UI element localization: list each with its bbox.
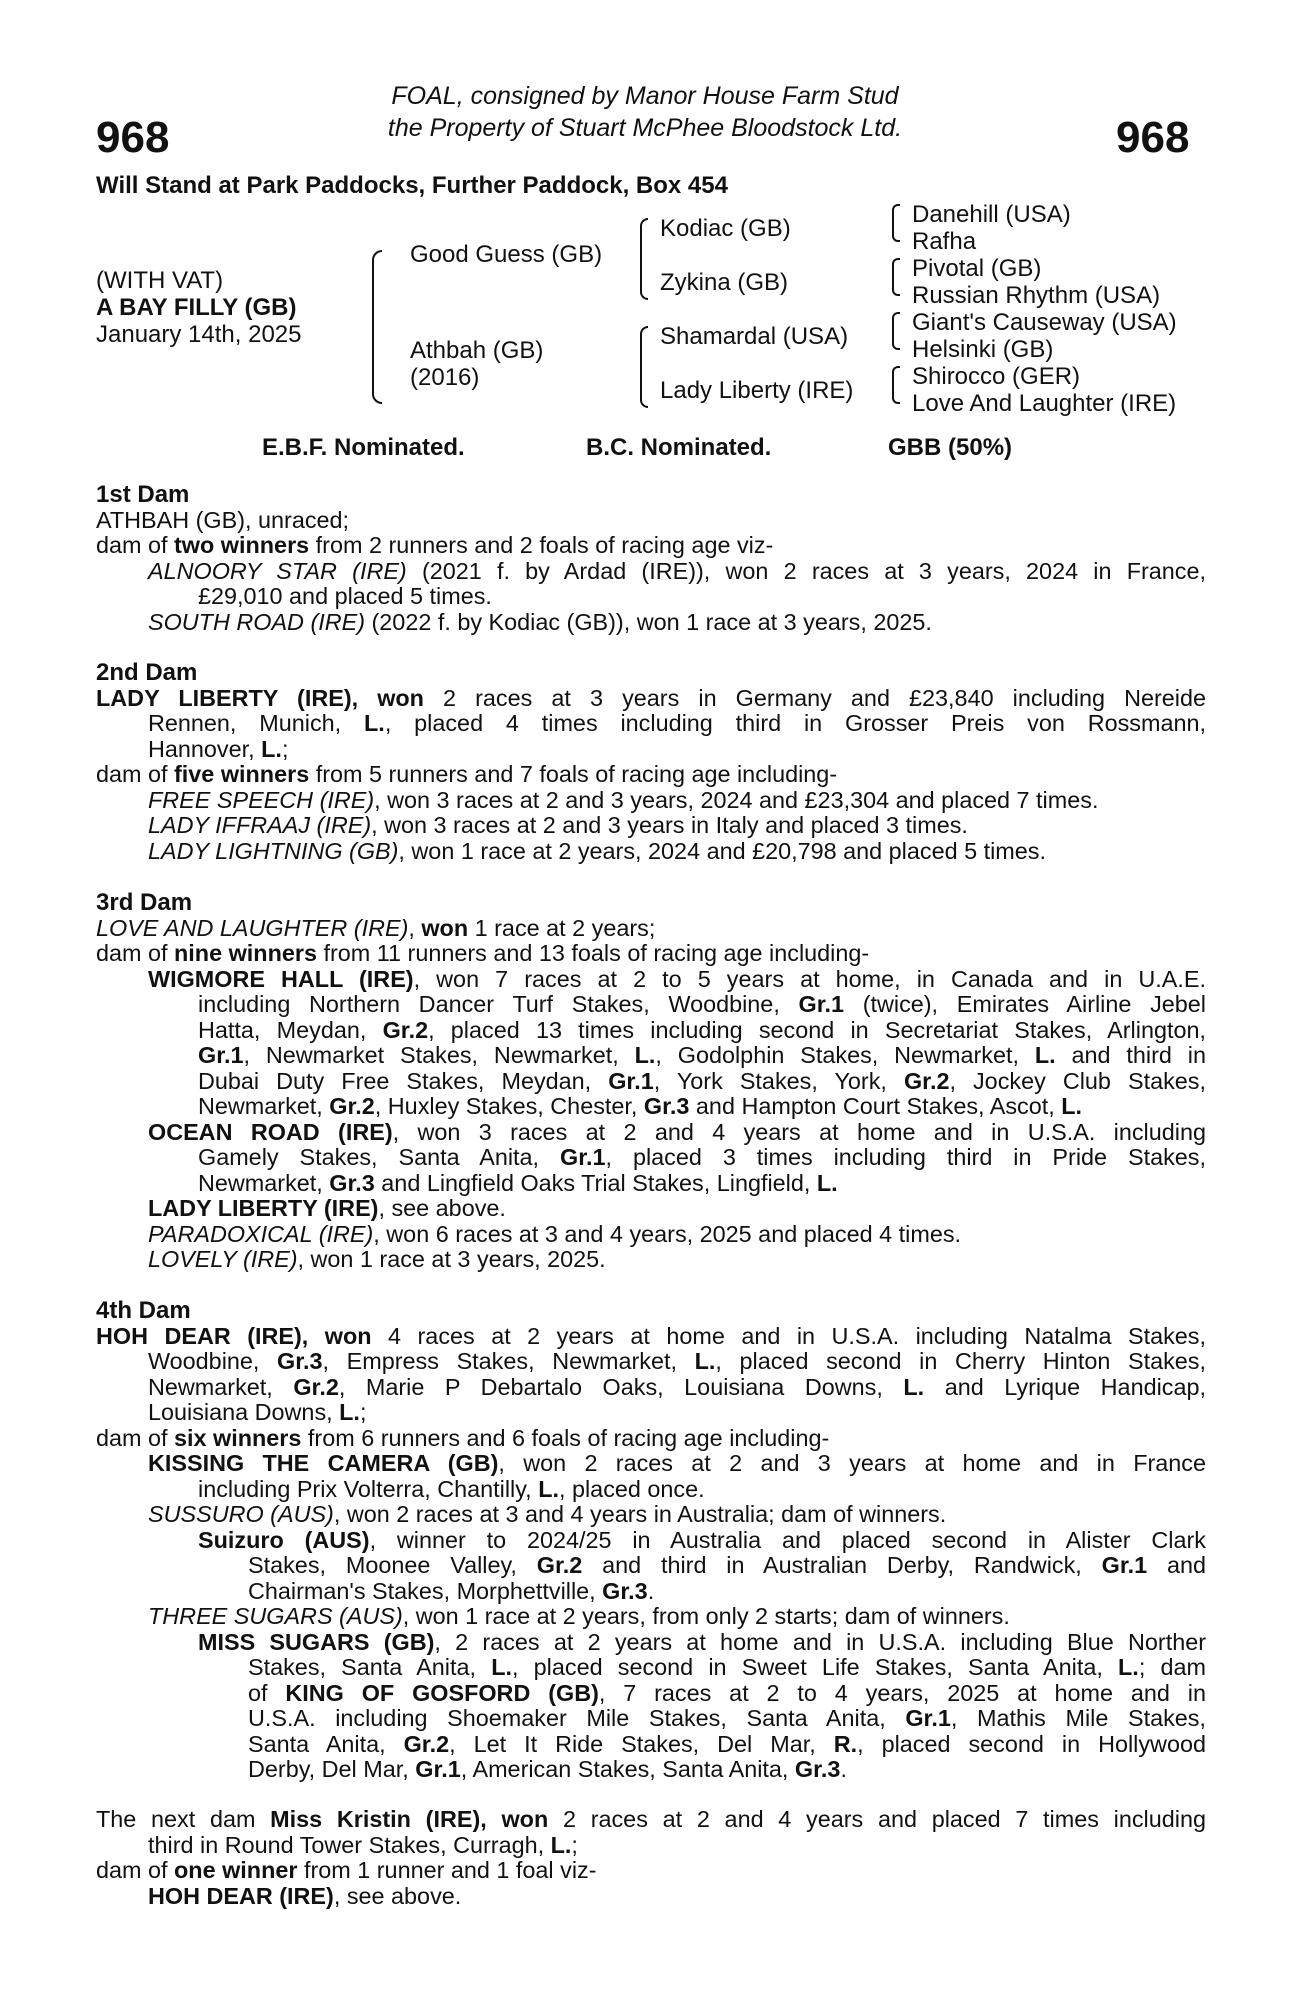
pedigree-dss: Giant's Causeway (USA) xyxy=(912,309,1177,336)
text-span: L. xyxy=(261,735,282,762)
text-span: LOVELY (IRE) xyxy=(148,1246,298,1272)
dam2-line xyxy=(96,762,1206,788)
pedigree-sire: Good Guess (GB) xyxy=(410,241,603,268)
dam3-line xyxy=(96,1222,1206,1248)
text-span: , see above. xyxy=(333,1882,462,1909)
text-span: Gr.2 xyxy=(293,1373,339,1400)
pedigree-sdd: Russian Rhythm (USA) xyxy=(912,282,1161,309)
dam3-line xyxy=(96,1094,1206,1120)
text-span: , placed once. xyxy=(558,1475,705,1502)
text-span: , Jockey Club Stakes, xyxy=(949,1067,1206,1094)
dam3-line xyxy=(96,916,1206,942)
text-span: Gr.1 xyxy=(608,1067,654,1094)
dam3-line xyxy=(96,1171,1206,1197)
dam4-line xyxy=(96,1630,1206,1656)
dam3-line xyxy=(96,1069,1206,1095)
text-span: Gr.2 xyxy=(382,1016,429,1043)
pedigree-ddd: Love And Laughter (IRE) xyxy=(912,390,1177,417)
bc-nominated: B.C. Nominated. xyxy=(586,434,772,461)
text-span: (2022 f. by Kodiac (GB)), won 1 race at 3 years, 2025. xyxy=(365,608,932,635)
dam4-line xyxy=(96,1502,1206,1528)
text-span: six winners xyxy=(174,1424,302,1451)
text-span: L. xyxy=(1118,1654,1139,1680)
text-span: WIGMORE HALL (IRE) xyxy=(148,965,414,992)
text-span: , won 3 races at 2 and 4 years at home and in U.S.A. including xyxy=(392,1118,1206,1145)
text-span: , see above. xyxy=(378,1195,506,1221)
dam1-line: ATHBAH (GB), unraced; xyxy=(96,506,350,533)
pedigree-dam-year: (2016) xyxy=(410,364,480,391)
text-span: , won 6 races at 3 and 4 years, 2025 and placed 4 times. xyxy=(373,1220,962,1247)
text-span: , Let It Ride Stakes, Del Mar, xyxy=(449,1730,834,1757)
text-span: Newmarket, xyxy=(148,1373,294,1400)
heading-1st-dam: 1st Dam xyxy=(96,481,190,508)
section-2nd-dam xyxy=(96,660,1206,864)
stand-location: Will Stand at Park Paddocks, Further Paddock, Box 454 xyxy=(96,172,728,199)
dam4-line xyxy=(96,1426,1206,1452)
dam2-line xyxy=(96,686,1206,712)
text-span: , Newmarket Stakes, Newmarket, xyxy=(243,1042,635,1068)
gbb-percent: GBB (50%) xyxy=(888,434,1013,461)
dam4-line xyxy=(96,1553,1206,1579)
text-span: Stakes, Moonee Valley, xyxy=(248,1552,537,1578)
text-span: Gr.3 xyxy=(602,1577,648,1604)
pedigree-dam: Athbah (GB) xyxy=(410,337,544,364)
text-span: L. xyxy=(538,1475,559,1502)
text-span: , Empress Stakes, Newmarket, xyxy=(322,1348,695,1374)
text-span: LADY IFFRAAJ (IRE) xyxy=(148,812,372,838)
text-span: from 2 runners and 2 foals of racing age viz- xyxy=(309,532,774,558)
text-span: Suizuro (AUS) xyxy=(198,1526,370,1553)
text-span: , placed second in Hollywood xyxy=(857,1730,1206,1757)
next-dam-line xyxy=(96,1833,1206,1859)
text-span: five winners xyxy=(174,761,310,787)
text-span: and third in xyxy=(1055,1042,1206,1068)
vat-label: (WITH VAT) xyxy=(96,267,224,294)
pedigree-dd: Lady Liberty (IRE) xyxy=(660,377,854,404)
text-span: , placed 3 times including third in Pride Stakes, xyxy=(605,1144,1206,1170)
dam4-line xyxy=(96,1349,1206,1375)
text-span: and Hampton Court Stakes, Ascot, xyxy=(689,1093,1062,1119)
text-span: Gr.3 xyxy=(277,1348,323,1374)
text-span: HOH DEAR (IRE) xyxy=(148,1882,334,1909)
dam3-line xyxy=(96,992,1206,1018)
section-4th-dam xyxy=(96,1298,1206,1783)
text-span: , winner to 2024/25 in Australia and placed second in Alister Clark xyxy=(369,1526,1206,1553)
consignment xyxy=(295,80,995,144)
horse-dob: January 14th, 2025 xyxy=(96,321,302,348)
text-span: , placed 4 times including third in Grosser Preis von Rossmann, xyxy=(384,710,1206,736)
text-span: Miss Kristin (IRE), won xyxy=(270,1806,549,1832)
text-span: Gr.1 xyxy=(198,1042,244,1068)
brace-sire xyxy=(640,218,648,300)
text-span: ; dam xyxy=(1138,1654,1206,1680)
text-span: SUSSURO (AUS) xyxy=(148,1501,334,1527)
heading-3rd-dam: 3rd Dam xyxy=(96,889,193,916)
text-span: , Godolphin Stakes, Newmarket, xyxy=(655,1042,1035,1068)
text-span: dam of xyxy=(96,1857,175,1883)
text-span: Santa Anita, xyxy=(248,1730,404,1757)
section-3rd-dam xyxy=(96,890,1206,1273)
text-span: , won 2 races at 3 and 4 years in Australia; dam of winners. xyxy=(333,1501,947,1527)
text-span: Chairman's Stakes, Morphettville, xyxy=(248,1577,603,1604)
text-span: Gamely Stakes, Santa Anita, xyxy=(198,1144,560,1170)
text-span: L. xyxy=(634,1042,656,1068)
pedigree-dds: Shirocco (GER) xyxy=(912,363,1081,390)
dam1-line xyxy=(96,559,1206,585)
text-span: , placed 13 times including second in Secretariat Stakes, Arlington, xyxy=(428,1016,1206,1043)
dam3-line xyxy=(96,1247,1206,1273)
brace-dam xyxy=(640,326,648,408)
text-span: Gr.2 xyxy=(536,1552,583,1578)
text-span: L. xyxy=(1034,1042,1056,1068)
text-span: 2 races at 2 and 4 years and placed 7 times including xyxy=(548,1806,1206,1832)
text-span: , 2 races at 2 years at home and in U.S.A. including Blue Norther xyxy=(434,1628,1206,1655)
text-span: SOUTH ROAD (IRE) xyxy=(148,608,366,635)
text-span: The next dam xyxy=(96,1806,271,1832)
text-span: HOH DEAR (IRE), won xyxy=(96,1322,372,1349)
dam3-line xyxy=(96,1120,1206,1146)
dam4-line xyxy=(96,1477,1206,1503)
text-span: of xyxy=(248,1679,286,1706)
text-span: two winners xyxy=(174,532,310,558)
text-span: L. xyxy=(339,1399,360,1425)
dam3-line xyxy=(96,1043,1206,1069)
text-span: LADY LIGHTNING (GB) xyxy=(148,837,399,864)
dam4-line xyxy=(96,1528,1206,1554)
text-span: from 5 runners and 7 foals of racing age including- xyxy=(309,761,838,787)
text-span: 4 races at 2 years at home and in U.S.A. including Natalma Stakes, xyxy=(371,1322,1206,1349)
text-span: including Prix Volterra, Chantilly, xyxy=(198,1475,539,1502)
brace-sd xyxy=(892,258,900,296)
consignment-line2: the Property of Stuart McPhee Bloodstock Ltd. xyxy=(387,114,903,142)
pedigree-ssd: Rafha xyxy=(912,228,977,255)
consignment-line1: FOAL, consigned by Manor House Farm Stud xyxy=(391,82,899,110)
pedigree-dsd: Helsinki (GB) xyxy=(912,336,1054,363)
text-span: , Mathis Mile Stakes, xyxy=(950,1705,1206,1731)
text-span: one winner xyxy=(174,1857,298,1883)
text-span: ALNOORY STAR (IRE) xyxy=(148,557,407,584)
text-span: , won 3 races at 2 and 3 years in Italy and placed 3 times. xyxy=(371,812,968,838)
text-span: Newmarket, xyxy=(198,1093,330,1119)
text-span: LOVE AND LAUGHTER (IRE) xyxy=(96,914,409,941)
text-span: L. xyxy=(694,1348,716,1374)
pedigree-sds: Pivotal (GB) xyxy=(912,255,1042,282)
dam2-line xyxy=(96,839,1206,865)
text-span: LADY LIBERTY (IRE), won xyxy=(96,684,424,711)
text-span: L. xyxy=(364,710,385,736)
lot-number-left: 968 xyxy=(96,113,170,162)
text-span: Gr.2 xyxy=(403,1730,450,1757)
text-span: Gr.1 xyxy=(1101,1552,1148,1578)
text-span: Stakes, Santa Anita, xyxy=(248,1654,492,1680)
dam4-line xyxy=(96,1655,1206,1681)
brace-ss xyxy=(892,204,900,242)
next-dam-line xyxy=(96,1858,1206,1884)
text-span: Rennen, Munich, xyxy=(148,710,365,736)
text-span: (twice), Emirates Airline Jebel xyxy=(844,991,1206,1017)
text-span: L. xyxy=(1061,1093,1083,1119)
pedigree-ss: Kodiac (GB) xyxy=(660,215,791,242)
dam4-line xyxy=(96,1706,1206,1732)
text-span: Gr.2 xyxy=(903,1067,950,1094)
text-span: LADY LIBERTY (IRE) xyxy=(148,1195,379,1221)
text-span: and xyxy=(1147,1552,1206,1578)
text-span: , won 7 races at 2 to 5 years at home, in Canada and in U.A.E. xyxy=(413,965,1206,992)
text-span: Derby, Del Mar, xyxy=(248,1756,416,1782)
text-span: 1 race at 2 years; xyxy=(468,914,656,941)
text-span: ; xyxy=(359,1399,367,1425)
text-span: ; xyxy=(281,735,289,762)
text-span: Hatta, Meydan, xyxy=(198,1016,383,1043)
text-span: KING OF GOSFORD (GB) xyxy=(285,1679,599,1706)
text-span: , won 1 race at 2 years, 2024 and £20,798 and placed 5 times. xyxy=(398,837,1046,864)
next-dam-line xyxy=(96,1807,1206,1833)
text-span: MISS SUGARS (GB) xyxy=(198,1628,435,1655)
dam4-line xyxy=(96,1375,1206,1401)
text-span: third in Round Tower Stakes, Curragh, xyxy=(148,1831,551,1858)
text-span: and Lyrique Handicap, xyxy=(924,1373,1206,1400)
text-span: . xyxy=(840,1756,847,1782)
dam4-line xyxy=(96,1757,1206,1783)
text-span: from 6 runners and 6 foals of racing age including- xyxy=(301,1424,830,1451)
heading-2nd-dam: 2nd Dam xyxy=(96,659,198,686)
text-span: dam of xyxy=(96,940,175,966)
text-span: 2 races at 3 years in Germany and £23,840 including Nereide xyxy=(423,684,1206,711)
text-span: Gr.1 xyxy=(415,1756,461,1782)
text-span: U.S.A. including Shoemaker Mile Stakes, Santa Anita, xyxy=(248,1705,906,1731)
text-span: L. xyxy=(903,1373,925,1400)
text-span: Gr.3 xyxy=(794,1756,841,1782)
next-dam-line xyxy=(96,1884,1206,1910)
text-span: and third in Australian Derby, Randwick, xyxy=(582,1552,1102,1578)
dam3-line xyxy=(96,1018,1206,1044)
dam3-line xyxy=(96,1145,1206,1171)
text-span: from 1 runner and 1 foal viz- xyxy=(297,1857,597,1883)
heading-4th-dam: 4th Dam xyxy=(96,1297,191,1324)
dam3-line xyxy=(96,1196,1206,1222)
lot-number-right: 968 xyxy=(1116,113,1190,162)
text-span: , placed second in Sweet Life Stakes, Santa Anita, xyxy=(511,1654,1119,1680)
brace-gen1 xyxy=(372,250,382,404)
text-span: nine winners xyxy=(174,940,317,966)
text-span: Hannover, xyxy=(148,735,262,762)
text-span: dam of xyxy=(96,1424,175,1451)
dam4-line xyxy=(96,1451,1206,1477)
text-span: from 11 runners and 13 foals of racing age including- xyxy=(317,940,870,966)
text-span: , Marie P Debartalo Oaks, Louisiana Downs, xyxy=(338,1373,904,1400)
text-span: , placed second in Cherry Hinton Stakes, xyxy=(715,1348,1207,1374)
text-span: won xyxy=(421,914,469,941)
text-span: Louisiana Downs, xyxy=(148,1399,340,1425)
text-span: , won 2 races at 2 and 3 years at home and in France xyxy=(498,1450,1206,1476)
text-span: , Huxley Stakes, Chester, xyxy=(374,1093,644,1119)
text-span: Woodbine, xyxy=(148,1348,278,1374)
text-span: R. xyxy=(833,1730,858,1757)
dam1-line: £29,010 and placed 5 times. xyxy=(198,583,492,609)
text-span: THREE SUGARS (AUS) xyxy=(148,1603,403,1629)
text-span: , York Stakes, York, xyxy=(653,1067,904,1094)
dam2-line xyxy=(96,737,1206,763)
text-span: L. xyxy=(550,1831,572,1858)
text-span: L. xyxy=(491,1654,512,1680)
text-span: and Lingfield Oaks Trial Stakes, Lingfield, xyxy=(374,1169,817,1196)
brace-ds xyxy=(892,312,900,350)
dam4-line xyxy=(96,1400,1206,1426)
dam4-line xyxy=(96,1324,1206,1350)
text-span: , xyxy=(408,914,422,941)
ebf-nominated: E.B.F. Nominated. xyxy=(262,434,465,461)
dam4-line xyxy=(96,1604,1206,1630)
text-span: , won 3 races at 2 and 3 years, 2024 and £23,304 and placed 7 times. xyxy=(374,786,1099,813)
dam1-line xyxy=(96,533,1206,559)
text-span: including Northern Dancer Turf Stakes, Woodbine, xyxy=(198,991,799,1017)
pedigree-ds: Shamardal (USA) xyxy=(660,323,849,350)
dam2-line xyxy=(96,711,1206,737)
dam3-line xyxy=(96,941,1206,967)
section-1st-dam xyxy=(96,482,1206,635)
text-span: , won 1 race at 3 years, 2025. xyxy=(297,1246,606,1272)
text-span: . xyxy=(647,1577,655,1604)
dam4-line xyxy=(96,1681,1206,1707)
text-span: Gr.2 xyxy=(329,1093,375,1119)
text-span: Gr.1 xyxy=(905,1705,951,1731)
section-next-dam xyxy=(96,1807,1206,1909)
text-span: (2021 f. by Ardad (IRE)), won 2 races at 3 years, 2024 in France, xyxy=(406,557,1207,584)
dam4-line xyxy=(96,1732,1206,1758)
text-span: L. xyxy=(816,1169,838,1196)
text-span: , won 1 race at 2 years, from only 2 starts; dam of winners. xyxy=(402,1603,1010,1629)
text-span: KISSING THE CAMERA (GB) xyxy=(148,1450,499,1476)
text-span: FREE SPEECH (IRE) xyxy=(148,786,375,813)
brace-dd xyxy=(892,366,900,404)
dam2-line xyxy=(96,788,1206,814)
dam1-line xyxy=(96,610,1206,636)
horse-name: A BAY FILLY (GB) xyxy=(96,294,297,321)
text-span: , 7 races at 2 to 4 years, 2025 at home and in xyxy=(598,1679,1207,1706)
pedigree-sss: Danehill (USA) xyxy=(912,201,1071,228)
text-span: Gr.3 xyxy=(643,1093,690,1119)
text-span: Dubai Duty Free Stakes, Meydan, xyxy=(198,1067,609,1094)
dam4-line xyxy=(96,1579,1206,1605)
text-span: OCEAN ROAD (IRE) xyxy=(148,1118,393,1145)
dam2-line xyxy=(96,813,1206,839)
text-span: PARADOXICAL (IRE) xyxy=(148,1220,374,1247)
text-span: ; xyxy=(571,1831,578,1858)
text-span: Gr.3 xyxy=(329,1169,375,1196)
text-span: dam of xyxy=(96,532,175,558)
text-span: dam of xyxy=(96,761,175,787)
dam3-line xyxy=(96,967,1206,993)
text-span: Newmarket, xyxy=(198,1169,330,1196)
text-span: Gr.1 xyxy=(798,991,845,1017)
text-span: Gr.1 xyxy=(560,1144,606,1170)
text-span: , American Stakes, Santa Anita, xyxy=(460,1756,795,1782)
pedigree-sd: Zykina (GB) xyxy=(660,269,789,296)
